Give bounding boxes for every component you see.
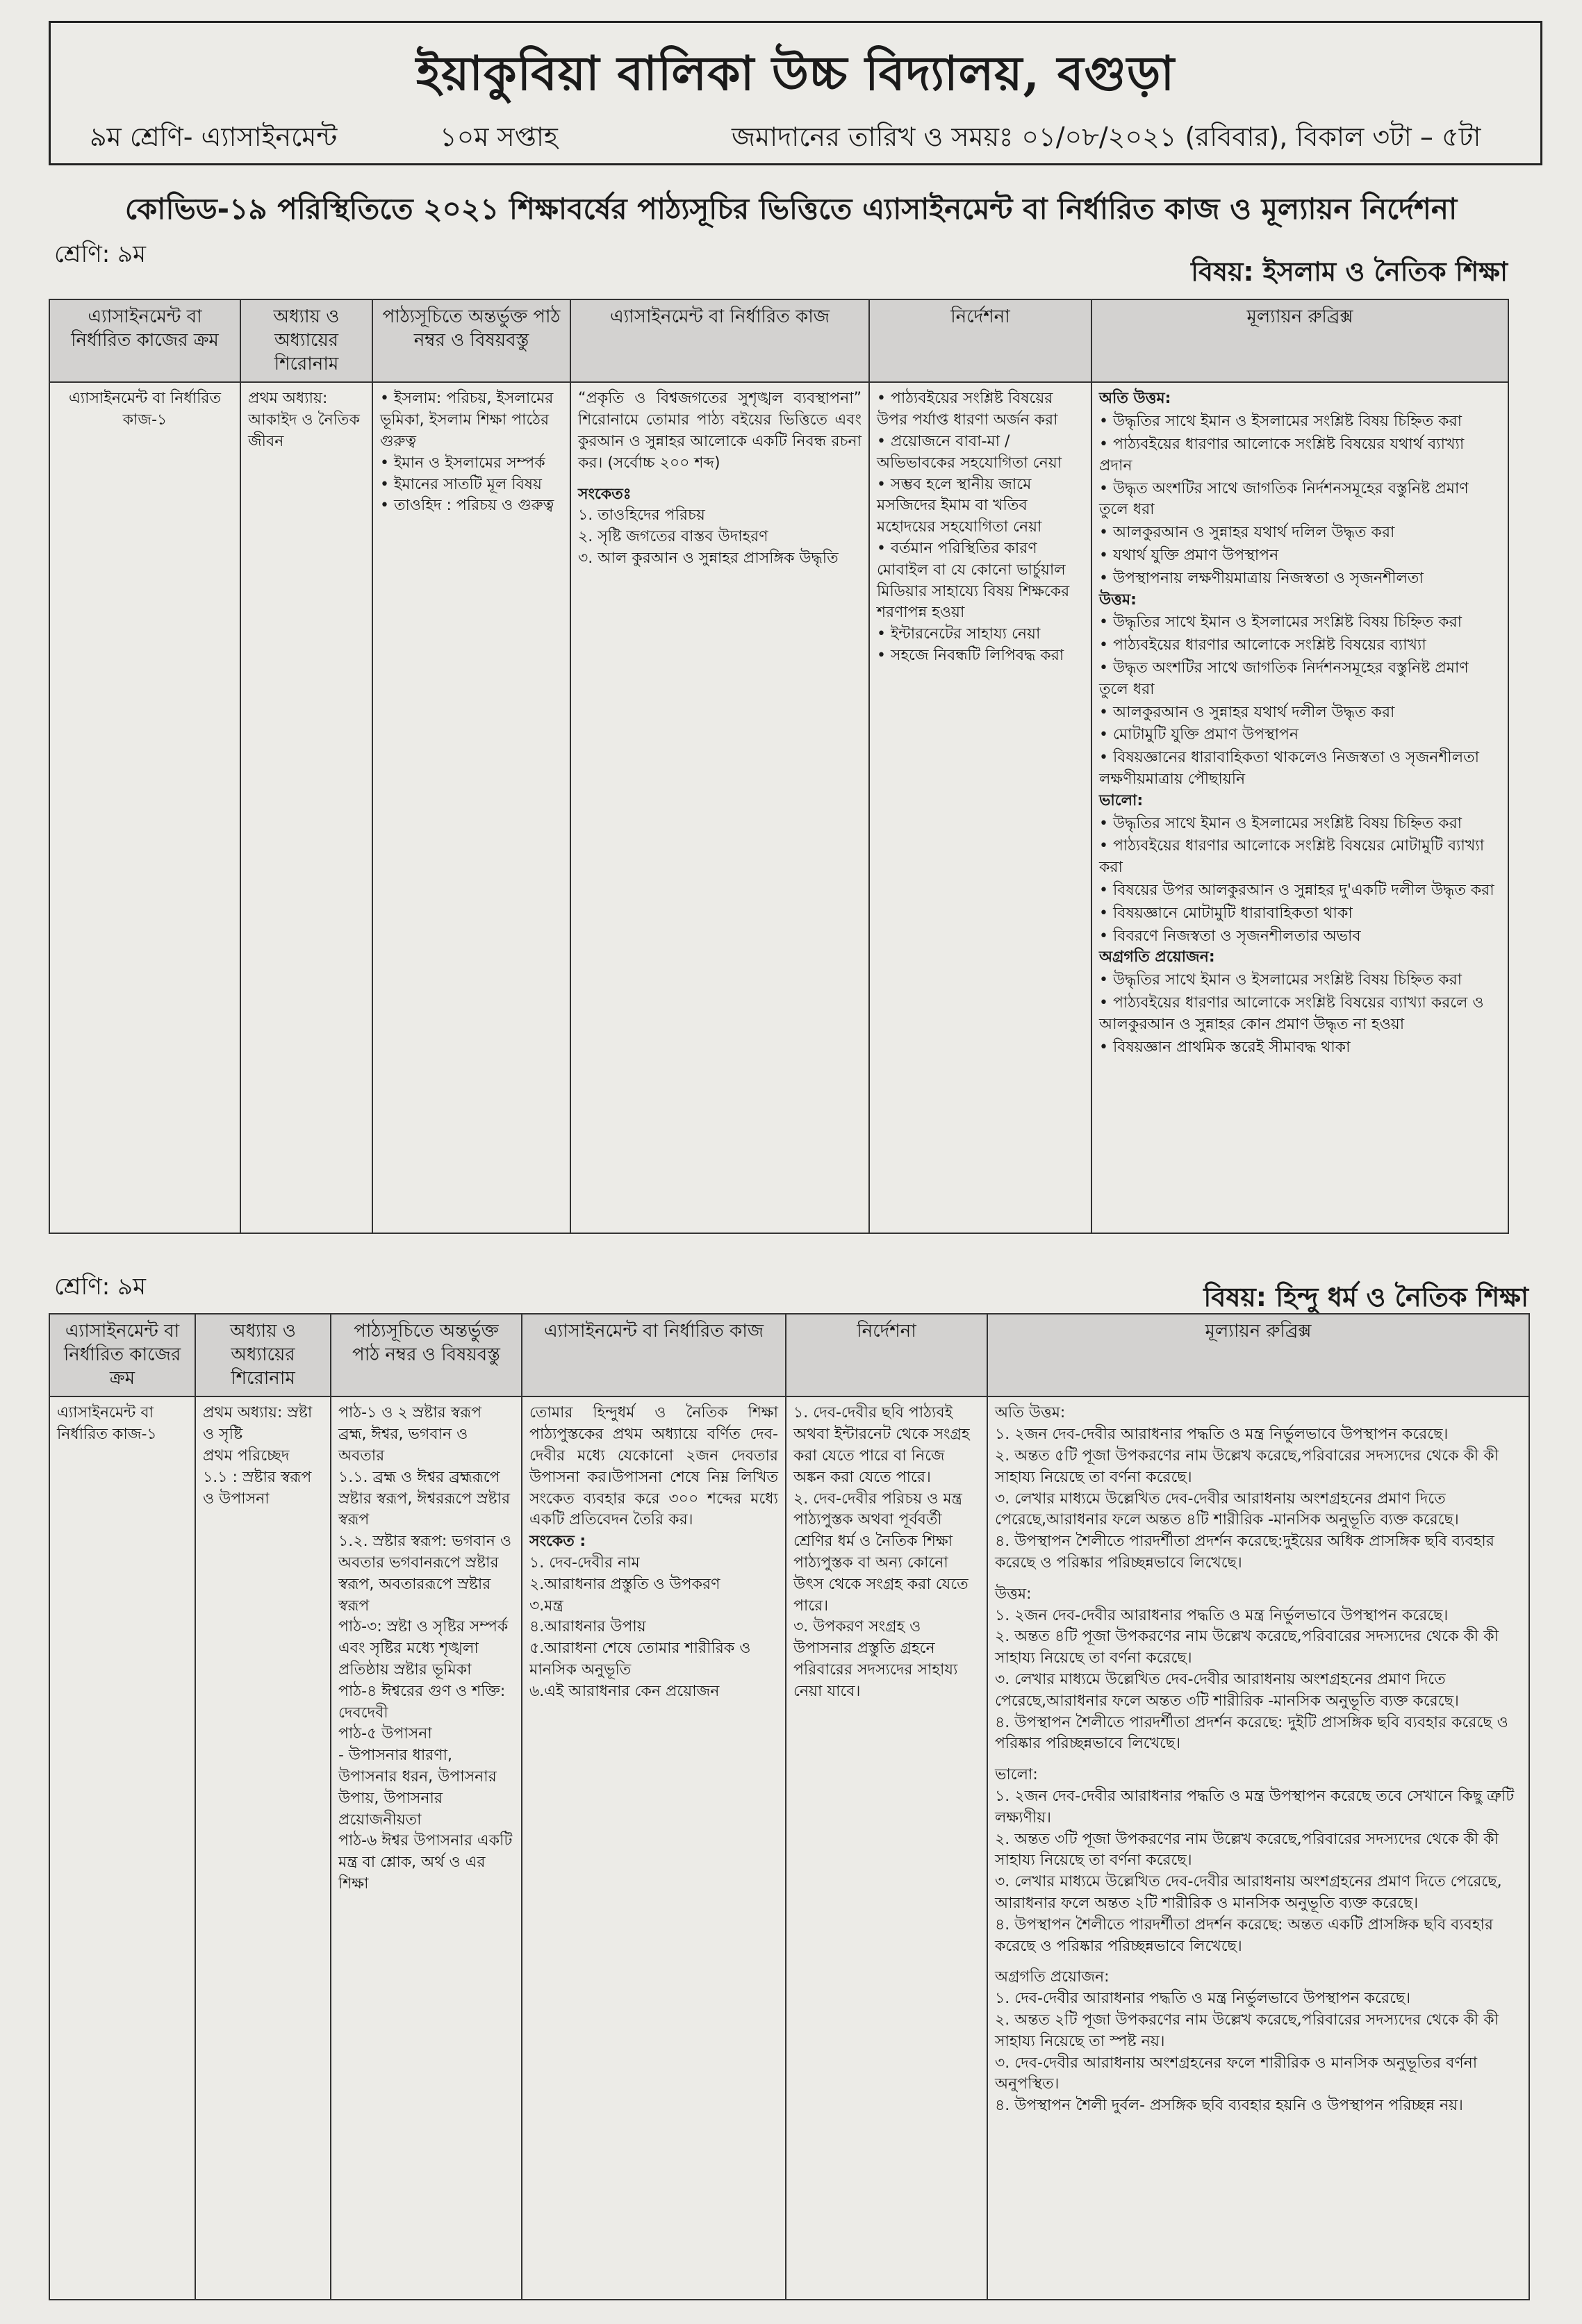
column-header: মূল্যায়ন রুব্রিক্স (1091, 299, 1508, 382)
list-item: ৪.আরাধনার উপায় (529, 1618, 646, 1636)
list-item: পাঠ-৪ ঈশ্বরের গুণ ও শক্তি: দেবদেবী (338, 1682, 506, 1722)
list-item: ২. সৃষ্টি জগতের বাস্তব উদাহরণ (578, 528, 768, 546)
list-item: ৩. দেব-দেবীর আরাধনায় অংশগ্রহনের ফলে শারীরিক ও মানসিক অনুভূতির বর্ণনা অনুপস্থিত। (995, 2054, 1478, 2093)
list-item: ২.আরাধনার প্রস্তুতি ও উপকরণ (529, 1575, 720, 1593)
list-item: ৩. লেখার মাধ্যমে উল্লেখিত দেব-দেবীর আরাধনায় অংশগ্রহনের প্রমাণ দিতে পেরেছে,আরাধনার ফলে অন্তত ৩টি শারীরিক -মানসিক অনুভূতি ব্যক্ত করেছে। (995, 1670, 1459, 1710)
school-name: ইয়াকুবিয়া বালিকা উচ্চ বিদ্যালয়, বগুড়া (415, 46, 1176, 101)
hints-title: সংকেতঃ (578, 485, 632, 503)
lesson-list (331, 1396, 522, 2300)
lesson-list (372, 382, 570, 1233)
list-item: পাঠ-৩: স্রষ্টা ও সৃষ্টির সম্পর্ক এবং সৃষ্টির মধ্যে শৃঙ্খলা (338, 1618, 509, 1658)
list-item: ২. অন্তত ৪টি পূজা উপকরণের নাম উল্লেখ করেছে,পরিবারের সদস্যদের থেকে কী কী সাহায্য নিয়েছে তা বর্ণনা করেছে। (995, 1628, 1499, 1667)
rubric-level-title: উত্তম: (1099, 591, 1137, 609)
list-item: • উদ্ধৃতির সাথে ইমান ও ইসলামের সংশ্লিষ্ট বিষয় চিহ্নিত করা (1099, 971, 1462, 989)
list-item: মন্ত্র বা শ্লোক, অর্থ ও এর শিক্ষা (338, 1854, 486, 1893)
list-item: ৩. লেখার মাধ্যমে উল্লেখিত দেব-দেবীর আরাধনায় অংশগ্রহনের প্রমাণ দিতে পেরেছে, আরাধনার ফলে অন্তত ২টি শারীরিক ও মানসিক অনুভূতি ব্যক্ত করেছে। (995, 1873, 1502, 1912)
list-item: • প্রয়োজনে বাবা-মা /অভিভাবকের সহযোগিতা নেয়া (877, 432, 1062, 472)
assignment-text: “প্রকৃতি ও বিশ্বজগতের সুশৃঙ্খল ব্যবস্থাপনা” শিরোনামে তোমার পাঠ্য বইয়ের ভিত্তিতে এবং কুরআন ও সুন্নাহর আলোকে একটি নিবন্ধ রচনা কর। (সর্বোচ্চ ২০০ শব্দ) (578, 390, 862, 472)
list-item: • পাঠ্যবইয়ের ধারণার আলোকে সংশ্লিষ্ট বিষয়ের মোটামুটি ব্যাখ্যা করা (1099, 837, 1485, 877)
list-item: প্রতিষ্ঠায় স্রষ্টার ভূমিকা (338, 1660, 472, 1679)
list-item: ১. দেব-দেবীর নাম (529, 1554, 640, 1572)
list-item: • বিষয়জ্ঞানের ধারাবাহিকতা থাকলেও নিজস্বতা ও সৃজনশীলতা লক্ষণীয়মাত্রায় পৌছায়নি (1099, 749, 1479, 788)
list-item: ১. ২জন দেব-দেবীর আরাধনার পদ্ধতি ও মন্ত্র উপস্থাপন করেছে তবে সেখানে কিছু ত্রুটি লক্ষ্যণীয়। (995, 1787, 1515, 1827)
rubric-level-title: ভালো: (1099, 791, 1144, 809)
rubric-level-title: অগ্রগতি প্রয়োজন: (1099, 948, 1215, 966)
rubric-level-title: অতি উত্তম: (1099, 390, 1171, 408)
list-item: ৩. উপকরণ সংগ্রহ ও উপাসনার প্রস্তুতি গ্রহনে পরিবারের সদস্যদের সাহায্য নেয়া যাবে। (793, 1618, 958, 1700)
list-item: • পাঠ্যবইয়ের ধারণার আলোকে সংশ্লিষ্ট বিষয়ের যথার্থ ব্যাখ্যা প্রদান (1099, 435, 1465, 475)
list-item: • উদ্ধৃত অংশটির সাথে জাগতিক নির্দশনসমূহের বস্তুনিষ্ট প্রমাণ তুলে ধরা (1099, 479, 1469, 519)
rubric-level-title: অতি উত্তম: (995, 1404, 1066, 1422)
list-item: ২. অন্তত ২টি পূজা উপকরণের নাম উল্লেখ করেছে,পরিবারের সদস্যদের থেকে কী কী সাহায্য নিয়েছে তা স্পষ্ট নয়। (995, 2011, 1499, 2050)
list-item: ৫.আরাধনা শেষে তোমার শারীরিক ও মানসিক অনুভূতি (529, 1640, 751, 1679)
list-item: প্রথম অধ্যায়: স্রষ্টা ও সৃষ্টি (203, 1404, 313, 1444)
list-item: ৩. লেখার মাধ্যমে উল্লেখিত দেব-দেবীর আরাধনায় অংশগ্রহনের প্রমাণ দিতে পেরেছে,আরাধনার ফলে অন্তত ৪টি শারীরিক -মানসিক অনুভূতি ব্যক্ত করেছে। (995, 1490, 1459, 1529)
list-item: • ইমান ও ইসলামের সম্পর্ক (380, 454, 545, 472)
table-row (49, 382, 1508, 1233)
list-item: ২. দেব-দেবীর পরিচয় ও মন্ত্র পাঠ্যপুস্তক অথবা পূর্ববর্তী শ্রেণির ধর্ম ও নৈতিক শিক্ষা পাঠ্যপুস্তক বা অন্য কোনো উৎস থেকে সংগ্রহ করা যেতে পারে। (793, 1490, 969, 1615)
assignment-cell (522, 1396, 786, 2300)
section2-class-label: শ্রেণি: ৯ম (54, 1273, 147, 1301)
list-item: ২. অন্তত ৩টি পূজা উপকরণের নাম উল্লেখ করেছে,পরিবারের সদস্যদের থেকে কী কী সাহায্য নিয়েছে তা বর্ণনা করেছে। (995, 1830, 1499, 1870)
list-item: • মোটামুটি যুক্তি প্রমাণ উপস্থাপন (1099, 726, 1299, 744)
list-item: • আলকুরআন ও সুন্নাহর যথার্থ দলিল উদ্ধৃত করা (1099, 524, 1395, 542)
list-item: • বিষয়জ্ঞানে মোটামুটি ধারাবাহিকতা থাকা (1099, 904, 1353, 922)
rubric-level-title: অগ্রগতি প্রয়োজন: (995, 1968, 1110, 1986)
list-item: পাঠ-১ ও ২ স্রষ্টার স্বরূপ ব্রহ্ম, ঈশ্বর, ভগবান ও অবতার (338, 1404, 482, 1465)
list-item: পাঠ-৬ ঈশ্বর উপাসনার একটি (338, 1832, 513, 1850)
list-item: ১. দেব-দেবীর ছবি পাঠ্যবই অথবা ইন্টারনেট থেকে সংগ্রহ করা যেতে পারে বা নিজে অঙ্কন করা যেতে পারে। (793, 1404, 970, 1486)
column-header: এ্যাসাইনমেন্ট বা নির্ধারিত কাজের ক্রম (49, 299, 240, 382)
class-assignment-label: ৯ম শ্রেণি- এ্যাসাইনমেন্ট (90, 122, 338, 152)
column-header: নির্দেশনা (786, 1314, 987, 1396)
list-item: • ইন্টারনেটের সাহায্য নেয়া (877, 625, 1041, 643)
list-item: ১. দেব-দেবীর আরাধনার পদ্ধতি ও মন্ত্র নির্ভুলভাবে উপস্থাপন করেছে। (995, 1990, 1411, 2008)
instruction-list (869, 382, 1091, 1233)
list-item: • বিষয়ের উপর আলকুরআন ও সুন্নাহর দু'একটি দলীল উদ্ধৃত করা (1099, 881, 1494, 899)
rubric-cell (1091, 382, 1508, 1233)
list-item: ৬.এই আরাধনার কেন প্রয়োজন (529, 1682, 720, 1700)
list-item: • উদ্ধৃতির সাথে ইমান ও ইসলামের সংশ্লিষ্ট বিষয় চিহ্নিত করা (1099, 613, 1462, 632)
section1-class-label: শ্রেণি: ৯ম (54, 240, 147, 268)
column-header: এ্যাসাইনমেন্ট বা নির্ধারিত কাজের ক্রম (49, 1314, 195, 1396)
list-item: • বিবরণে নিজস্বতা ও সৃজনশীলতার অভাব (1099, 927, 1361, 945)
list-item: ১.২. স্রষ্টার স্বরূপ: ভগবান ও অবতার ভগবানরূপে স্রষ্টার স্বরূপ, অবতাররূপে স্রষ্টার স্বরূপ (338, 1533, 512, 1615)
list-item: • আলকুরআন ও সুন্নাহর যথার্থ দলীল উদ্ধৃত করা (1099, 703, 1395, 721)
column-header: এ্যাসাইনমেন্ট বা নির্ধারিত কাজ (522, 1314, 786, 1396)
section2-header-row (49, 1314, 1529, 1396)
list-item: • উপস্থাপনায় লক্ষণীয়মাত্রায় নিজস্বতা ও সৃজনশীলতা (1099, 569, 1424, 587)
rubric-level-title: ভালো: (995, 1766, 1038, 1784)
list-item: ৪. উপস্থাপন শৈলীতে পারদর্শীতা প্রদর্শন করেছে: দুইটি প্রাসঙ্গিক ছবি ব্যবহার করেছে ও পরিষ্কার পরিচ্ছন্নভাবে লিখেছে। (995, 1713, 1508, 1753)
list-item: • সম্ভব হলে স্থানীয় জামে মসজিদের ইমাম বা খতিব মহোদয়ের সহযোগিতা নেয়া (877, 475, 1042, 536)
column-header: পাঠ্যসূচিতে অন্তর্ভুক্ত পাঠ নম্বর ও বিষয়বস্তু (331, 1314, 522, 1396)
list-item: • পাঠ্যবইয়ের ধারণার আলোকে সংশ্লিষ্ট বিষয়ের ব্যাখ্যা করলে ও আলকুরআন ও সুন্নাহর কোন প্রমাণ উদ্ধৃত না হওয়া (1099, 994, 1484, 1033)
list-item: ২. অন্তত ৫টি পূজা উপকরণের নাম উল্লেখ করেছে,পরিবারের সদস্যদের থেকে কী কী সাহায্য নিয়েছে তা বর্ণনা করেছে। (995, 1447, 1499, 1486)
submission-datetime: জমাদানের তারিখ ও সময়ঃ ০১/০৮/২০২১ (রবিবার), বিকাল ৩টা – ৫টা (732, 122, 1481, 152)
list-item: ১.১. ব্রহ্ম ও ঈশ্বর ব্রহ্মরূপে স্রষ্টার স্বরূপ, ঈশ্বররূপে স্রষ্টার স্বরূপ (338, 1468, 511, 1529)
list-item: ১. তাওহিদের পরিচয় (578, 506, 705, 525)
list-item: • উদ্ধৃতির সাথে ইমান ও ইসলামের সংশ্লিষ্ট বিষয় চিহ্নিত করা (1099, 814, 1462, 832)
column-header: নির্দেশনা (869, 299, 1091, 382)
hints-title: সংকেত : (529, 1533, 586, 1551)
column-header: পাঠ্যসূচিতে অন্তর্ভুক্ত পাঠ নম্বর ও বিষয়বস্তু (372, 299, 570, 382)
column-header: মূল্যায়ন রুব্রিক্স (987, 1314, 1529, 1396)
chapter-title (195, 1396, 331, 2300)
list-item: • বিষয়জ্ঞান প্রাথমিক স্তরেই সীমাবদ্ধ থাকা (1099, 1038, 1351, 1056)
instruction-list (786, 1396, 987, 2300)
list-item: • বর্তমান পরিস্থিতির কারণ মোবাইল বা যে কোনো ভার্চুয়াল মিডিয়ার সাহায্যে বিষয় শিক্ষকের শরণাপন্ন হওয়া (877, 539, 1070, 622)
rubric-level-title: উত্তম: (995, 1585, 1032, 1603)
section2-subject: বিষয়: হিন্দু ধর্ম ও নৈতিক শিক্ষা (1203, 1282, 1529, 1312)
list-item: • উদ্ধৃত অংশটির সাথে জাগতিক নির্দশনসমূহের বস্তুনিষ্ট প্রমাণ তুলে ধরা (1099, 659, 1469, 698)
assignment-text: তোমার হিন্দুধর্ম ও নৈতিক শিক্ষা পাঠ্যপুস্তকের প্রথম অধ্যায়ে বর্ণিত দেব-দেবীর মধ্যে যেকোনো ২জন দেবতার উপাসনা কর।উপাসনা শেষে নিম্ন লিখিত সংকেত ব্যবহার করে ৩০০ শব্দের মধ্যে একটি প্রতিবেদন তৈরি কর। (529, 1404, 778, 1529)
list-item: • তাওহিদ : পরিচয় ও গুরুত্ব (380, 497, 554, 515)
list-item: ৩.মন্ত্র (529, 1597, 563, 1615)
list-item: ৪. উপস্থাপন শৈলীতে পারদর্শীতা প্রদর্শন করেছে: অন্তত একটি প্রাসঙ্গিক ছবি ব্যবহার করেছে ও পরিষ্কার পরিচ্ছন্নভাবে লিখেছে। (995, 1915, 1493, 1955)
list-item: • পাঠ্যবইয়ের সংশ্লিষ্ট বিষয়ের উপর পর্যাপ্ত ধারণা অর্জন করা (877, 390, 1058, 429)
school-header (49, 21, 1542, 165)
task-number: এ্যাসাইনমেন্ট বা নির্ধারিত কাজ-১ (49, 382, 240, 1233)
column-header: অধ্যায় ও অধ্যায়ের শিরোনাম (195, 1314, 331, 1396)
list-item: - উপাসনার ধারণা, উপাসনার ধরন, উপাসনার উপায়, উপাসনার প্রয়োজনীয়তা (338, 1747, 497, 1829)
list-item: প্রথম পরিচ্ছেদ (203, 1447, 290, 1465)
list-item: ১. ২জন দেব-দেবীর আরাধনার পদ্ধতি ও মন্ত্র নির্ভুলভাবে উপস্থাপন করেছে। (995, 1426, 1449, 1444)
section1-table (49, 299, 1509, 1234)
section1-subject: বিষয়: ইসলাম ও নৈতিক শিক্ষা (1191, 256, 1508, 287)
list-item: ৪. উপস্থাপন শৈলীতে পারদর্শীতা প্রদর্শন করেছে:দুইয়ের অধিক প্রাসঙ্গিক ছবি ব্যবহার করেছে ও পরিষ্কার পরিচ্ছন্নভাবে লিখেছে। (995, 1533, 1494, 1572)
list-item: • যথার্থ যুক্তি প্রমাণ উপস্থাপন (1099, 546, 1279, 564)
rubric-cell (987, 1396, 1529, 2300)
column-header: অধ্যায় ও অধ্যায়ের শিরোনাম (240, 299, 372, 382)
list-item: ১.১ : স্রষ্টার স্বরূপ ও উপাসনা (203, 1468, 312, 1508)
assignment-cell (570, 382, 869, 1233)
main-heading: কোভিড-১৯ পরিস্থিতিতে ২০২১ শিক্ষাবর্ষের পাঠ্যসূচির ভিত্তিতে এ্যাসাইনমেন্ট বা নির্ধারিত কাজ ও মূল্যায়ন নির্দেশনা (124, 192, 1458, 226)
chapter-title: প্রথম অধ্যায়: আকাইদ ও নৈতিক জীবন (240, 382, 372, 1233)
list-item: • সহজে নিবন্ধটি লিপিবদ্ধ করা (877, 646, 1064, 664)
list-item: • উদ্ধৃতির সাথে ইমান ও ইসলামের সংশ্লিষ্ট বিষয় চিহ্নিত করা (1099, 413, 1462, 431)
column-header: এ্যাসাইনমেন্ট বা নির্ধারিত কাজ (570, 299, 869, 382)
task-number: এ্যাসাইনমেন্ট বা নির্ধারিত কাজ-১ (49, 1396, 195, 2300)
section2-table (49, 1313, 1530, 2300)
week-label: ১০ম সপ্তাহ (440, 122, 558, 152)
list-item: • পাঠ্যবইয়ের ধারণার আলোকে সংশ্লিষ্ট বিষয়ের ব্যাখ্যা (1099, 636, 1426, 654)
list-item: ১. ২জন দেব-দেবীর আরাধনার পদ্ধতি ও মন্ত্র নির্ভুলভাবে উপস্থাপন করেছে। (995, 1606, 1449, 1624)
list-item: • ইমানের সাতটি মূল বিষয় (380, 475, 542, 493)
section1-header-row (49, 299, 1508, 382)
list-item: • ইসলাম: পরিচয়, ইসলামের ভূমিকা, ইসলাম শিক্ষা পাঠের গুরুত্ব (380, 390, 554, 450)
table-row (49, 1396, 1529, 2300)
list-item: ৪. উপস্থাপন শৈলী দুর্বল- প্রসঙ্গিক ছবি ব্যবহার হয়নি ও উপস্থাপন পরিচ্ছন্ন নয়। (995, 2097, 1463, 2115)
list-item: পাঠ-৫ উপাসনা (338, 1725, 432, 1743)
list-item: ৩. আল কুরআন ও সুন্নাহর প্রাসঙ্গিক উদ্ধৃতি (578, 549, 839, 567)
